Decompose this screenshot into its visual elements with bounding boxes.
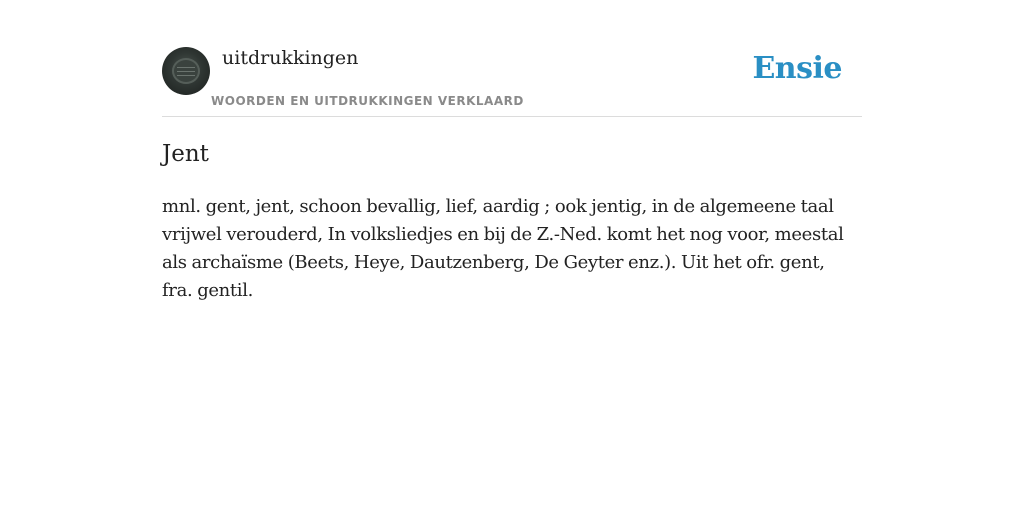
page-container [162, 0, 862, 512]
entry-title: Jent [162, 141, 209, 167]
avatar-line [177, 67, 195, 68]
entry-definition: mnl. gent, jent, schoon bevallig, lief, aardig ; ook jentig, in de algemeene taal vrijwel verouderd, In volksliedjes en bij de Z.-Ned. komt het nog voor, meestal als archaïsme (Beets, Heye, Dautzenberg, De Geyter enz.). Uit het ofr. gent, fra. gentil. [162, 196, 844, 301]
header [162, 0, 862, 117]
ensie-logo-link[interactable]: Ensie [752, 51, 842, 86]
site-name-link[interactable]: uitdrukkingen [222, 47, 359, 69]
avatar-line [177, 71, 195, 72]
avatar-line [177, 75, 195, 76]
site-tagline: WOORDEN EN UITDRUKKINGEN VERKLAARD [211, 94, 524, 108]
avatar-icon[interactable] [162, 47, 210, 95]
